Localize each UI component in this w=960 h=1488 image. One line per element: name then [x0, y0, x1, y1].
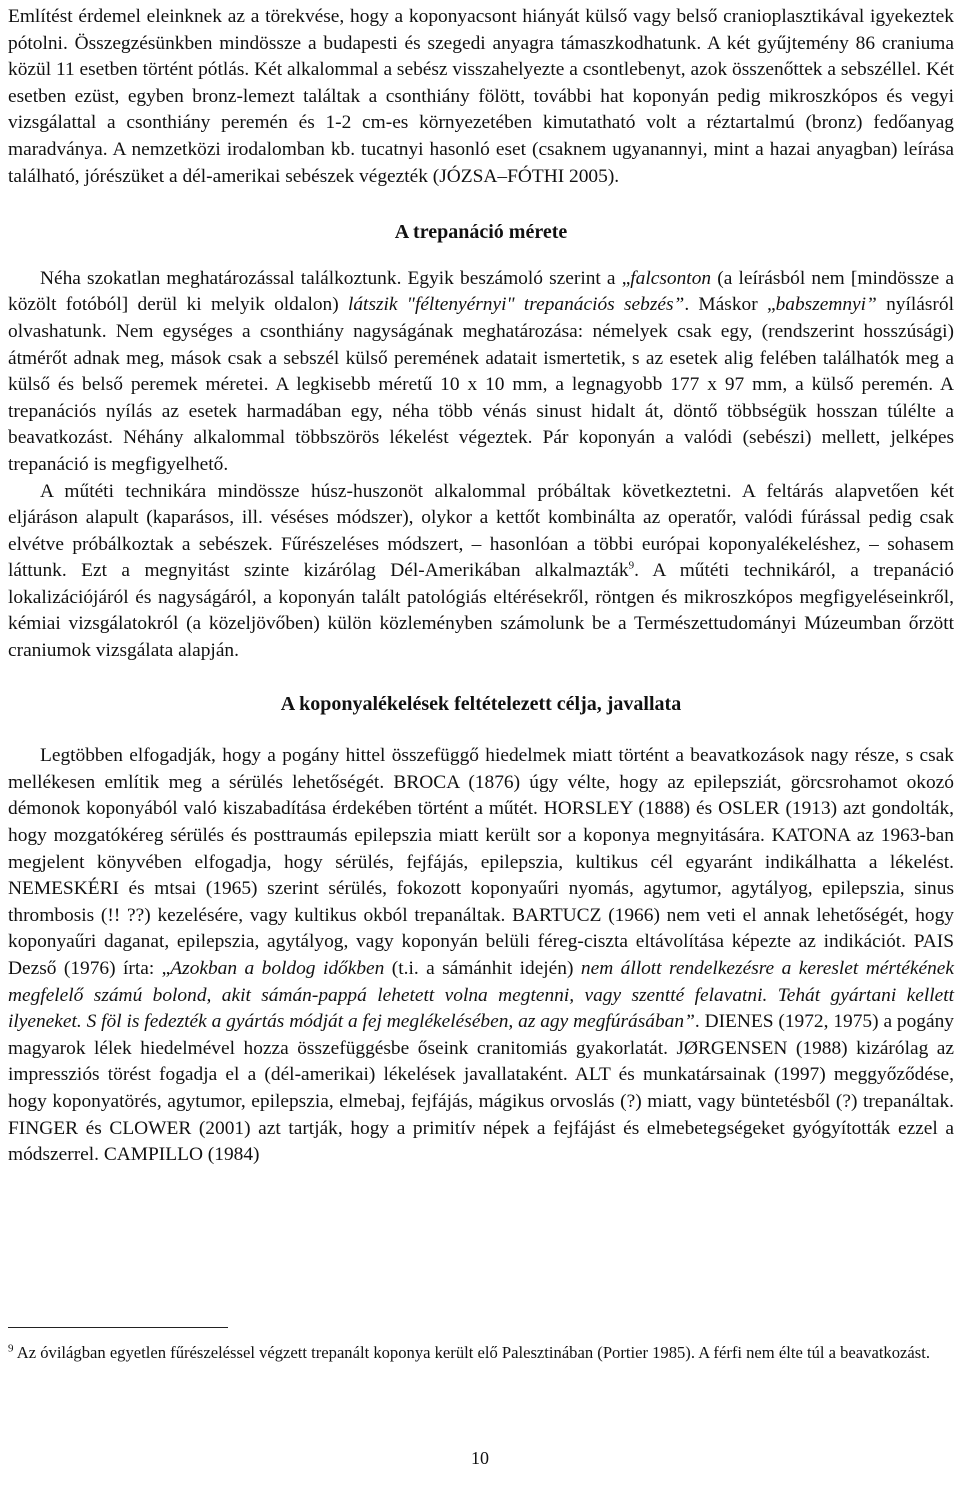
paragraph-size-1: Néha szokatlan meghatározással találkoztunk. Egyik beszámoló szerint a „falcsonton (a leírásból nem [mindössze a közölt fotóból] derül ki melyik oldalon) látszik "féltenyérnyi" trepanációs sebzés”. Máskor „babszemnyi” nyílásról olvashatunk. Nem egységes a csonthiány nagyságának meghatározása: némelyek csak egy, (rendszerint hosszúsági) átmérőt adnak meg, mások csak a sebszél külső peremének adatait ismertetik, s az esetek alig felében találhatók meg a külső és belső peremek méretei. A legkisebb méretű 10 x 10 mm, a legnagyobb 177 x 97 mm, a külső peremén. A trepanációs nyílás az esetek harmadában egy, néha több vénás sinust hidalt át, döntő többségük hosszan túlélte a beavatkozást. Néhány alkalommal többszörös lékelést végeztek. Pár koponyán a valódi (sebészi) mellett, jelképes trepanáció is megfigyelhető. — [8, 267, 954, 475]
page-number: 10 — [471, 1448, 489, 1468]
section-heading-purpose: A koponyalékelések feltételezett célja, javallata — [280, 692, 682, 715]
section-heading-size: A trepanáció mérete — [394, 221, 568, 244]
footnote — [8, 1340, 954, 1365]
footnote-text: Az óvilágban egyetlen fűrészeléssel végzett trepanált koponya került elő Palesztinában (Portier 1985). A férfi nem élte túl a beavatkozást. — [13, 1343, 930, 1362]
main-text — [8, 4, 954, 1169]
footnote-number: 9 — [8, 1342, 14, 1355]
footnote-reference: 9 — [628, 559, 635, 572]
paragraph-purpose: Legtöbben elfogadják, hogy a pogány hittel összefüggő hiedelmek miatt történt a beavatkozások nagy része, s csak mellékesen említik meg a sérülés lehetőségét. BROCA (1876) úgy vélte, hogy az epilepsziát, görcsrohamot okozó démonok koponyából való kiszabadítása érdekében történt a műtét. HORSLEY (1888) és OSLER (1913) azt gondolták, hogy mozgatókéreg sérülés és posttraumás epilepszia miatt került sor a koponya megnyitására. KATONA az 1963-ban megjelent könyvében elfogadja, hogy sérülés, fejfájás, epilepszia, kultikus cél egyaránt indikálhatta a lékelést. NEMESKÉRI és mtsai (1965) szerint sérülés, fokozott koponyaűri nyomás, agytumor, agytályog, epilepszia, sinus thrombosis (!! ??) kezelésére, vagy kultikus okból trepanáltak. BARTUCZ (1966) nem veti el annak lehetőségét, hogy koponyaűri daganat, epilepszia, agytályog, vagy koponyán belüli féreg-ciszta eltávolítása képezte az indikációt. PAIS Dezső (1976) írta: „Azokban a boldog időkben (t.i. a sámánhit idején) nem állott rendelkezésre a kereslet mértékének megfelelő számú bolond, akit sámán-pappá lehetett volna megtenni, vagy szentté felavatni. Tehát gyártani kellett ilyeneket. S föl is fedezték a gyártás módját a fej meglékelésében, az agy megfúrásában”. DIENES (1972, 1975) a pogány magyarok lélek hiedelmével hozza összefüggésbe őseink cranitomiás gyakorlatát. JØRGENSEN (1988) kizárólag az impressziós törést fogadja el a (dél-amerikai) lékelések javallataként. ALT és munkatársainak (1997) meggyőződése, hogy koponyatörés, agytumor, epilepszia, elmebaj, fejfájás, mágikus orvoslás (?) miatt, vagy büntetésből (?) trepanáltak. FINGER és CLOWER (2001) azt tartják, hogy a primitív népek a fejfájást és elmebetegségeket gyógyították ezzel a módszerrel. CAMPILLO (1984) — [8, 745, 955, 1166]
footnote-separator — [8, 1327, 228, 1328]
paragraph-size-2: A műtéti technikára mindössze húsz-huszonöt alkalommal próbáltak következtetni. A feltárás alapvetően két eljáráson alapult (kaparásos, ill. véséses módszer), olykor a kettőt kombinálta az operatőr, valódi fúrással pedig csak elvétve próbálkoztak a sebészek. Fűrészeléses módszert, – hasonlóan a többi európai koponyalékeléshez, – sohasem láttunk. Ezt a megnyitást szinte kizárólag Dél-Amerikában alkalmazták$^9$. A műtéti technikáról, a trepanáció lokalizációjáról és nagyságáról, a koponyán talált patológiás eltérésekről, röntgen és mikroszkópos megfigyeléseinkről, kémiai vizsgálatokról (a közeljövőben) külön közleményben számolunk be a Természettudományi Múzeumban őrzött craniumok vizsgálata alapján. — [8, 480, 954, 662]
paragraph-intro: Említést érdemel eleinknek az a törekvése, hogy a koponyacsont hiányát külső vagy belső cranioplasztikával igyekeztek pótolni. Összegzésünkben mindössze a budapesti és szegedi anyagra támaszkodhatunk. A két gyűjtemény 86 craniuma közül 11 esetben történt pótlás. Két alkalommal a sebész visszahelyezte a csontlebenyt, azok összenőttek a sebszéllel. Két esetben ezüst, egyben bronz-lemezt találtak a csonthiány fölött, további hat koponyán pedig mikroszkópos és vegyi vizsgálattal a csonthiány peremén és 1-2 cm-es környezetében kimutatható volt a réztartalmú (bronz) fedőanyag maradványa. A nemzetközi irodalomban kb. tucatnyi hasonló eset (csaknem ugyanannyi, mint a hazai anyagban) leírása található, jórészüket a dél-amerikai sebészek végezték (JÓZSA–FÓTHI 2005). — [8, 6, 954, 187]
